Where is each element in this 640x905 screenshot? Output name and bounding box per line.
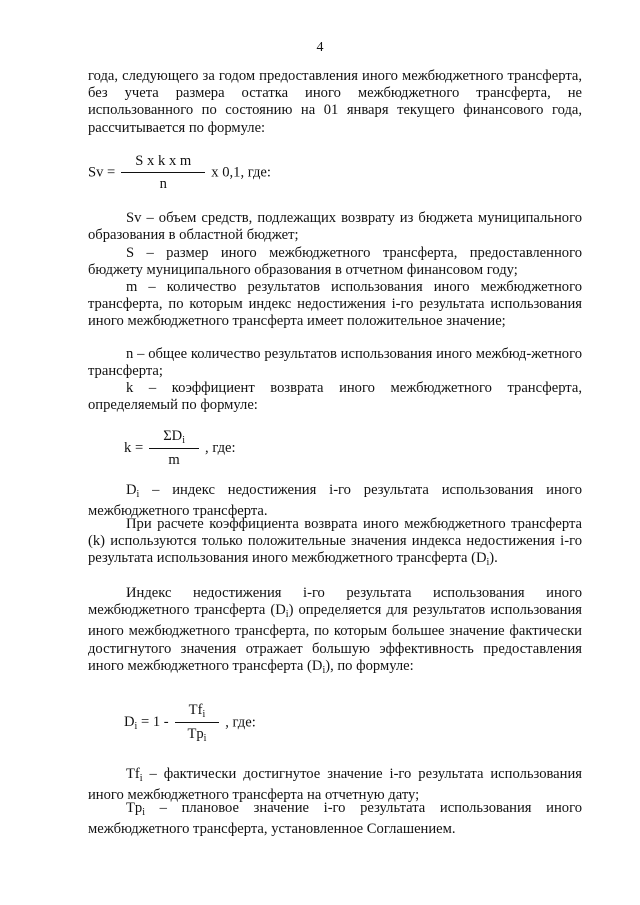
page-number: 4: [316, 40, 324, 55]
definition-tf: $Tf_i$ – фактически достигнутое значение i-го результата использования иного межбюджетного трансферта на отчетную дату;: [88, 766, 582, 804]
formula-sv: [88, 153, 271, 193]
formula-di-lhs: $D_i = 1$ -: [124, 714, 169, 733]
formula-k-lhs: k =: [124, 439, 144, 456]
formula-k: [124, 428, 236, 469]
paragraph-formula-intro: года, следующего за годом предоставления иного межбюджетного трансферта, без учета размера остатка иного межбюджетного трансферта, не использованного по состоянию на 01 января текущего финансового года, рассчитывается по формуле:: [88, 68, 582, 136]
paragraph-index-definition: Индекс недостижения i-го результата использования иного межбюджетного трансферта $(D_i)$ определяется для результатов использования иного межбюджетного трансферта, по которым большее значение фактически достигнутого значения отражает большую эффективность предоставления иного межбюджетного трансферта $(D_i)$, по формуле:: [88, 585, 582, 676]
formula-k-denominator: m: [168, 452, 180, 468]
formula-di: [124, 702, 256, 744]
formula-sv-lhs: Sv =: [88, 164, 116, 181]
definition-di: $D_i$ – индекс недостижения i-го результата использования иного межбюджетного трансферта.: [88, 482, 582, 520]
formula-sv-denominator: n: [159, 176, 167, 192]
formula-k-rhs: , где:: [205, 439, 236, 456]
definition-sv: Sv – объем средств, подлежащих возврату из бюджета муниципального образования в областной бюджет;: [88, 210, 582, 244]
formula-k-numerator: $\Sigma D_i$: [149, 428, 199, 449]
formula-sv-numerator: S x k x m: [121, 153, 205, 173]
definition-m: m – количество результатов использования иного межбюджетного трансферта, по которым индекс недостижения i-го результата использования иного межбюджетного трансферта имеет положительное значение;: [88, 279, 582, 330]
definition-s: S – размер иного межбюджетного трансферта, предоставленного бюджету муниципального образования в отчетном финансовом году;: [88, 245, 582, 279]
definition-k: k – коэффициент возврата иного межбюджетного трансферта, определяемый по формуле:: [88, 380, 582, 414]
definition-n: n – общее количество результатов использования иного межбюд-жетного трансферта;: [88, 346, 582, 380]
formula-sv-fraction: [121, 153, 205, 193]
paragraph-positive-values: При расчете коэффициента возврата иного межбюджетного трансферта (k) используются только положительные значения индекса недостижения i-го результата использования иного межбюджетного трансферта $(D_i)$.: [88, 516, 582, 569]
formula-di-rhs: , где:: [225, 714, 256, 731]
formula-sv-rhs: x 0,1, где:: [211, 164, 271, 181]
definition-tp: $Tp_i$ – плановое значение i-го результата использования иного межбюджетного трансферта, установленное Соглашением.: [88, 800, 582, 838]
formula-di-denominator: $Tp_i$: [187, 726, 207, 744]
formula-di-numerator: $Tf_i$: [175, 702, 220, 723]
formula-k-fraction: [149, 428, 199, 469]
formula-di-fraction: [175, 702, 220, 744]
